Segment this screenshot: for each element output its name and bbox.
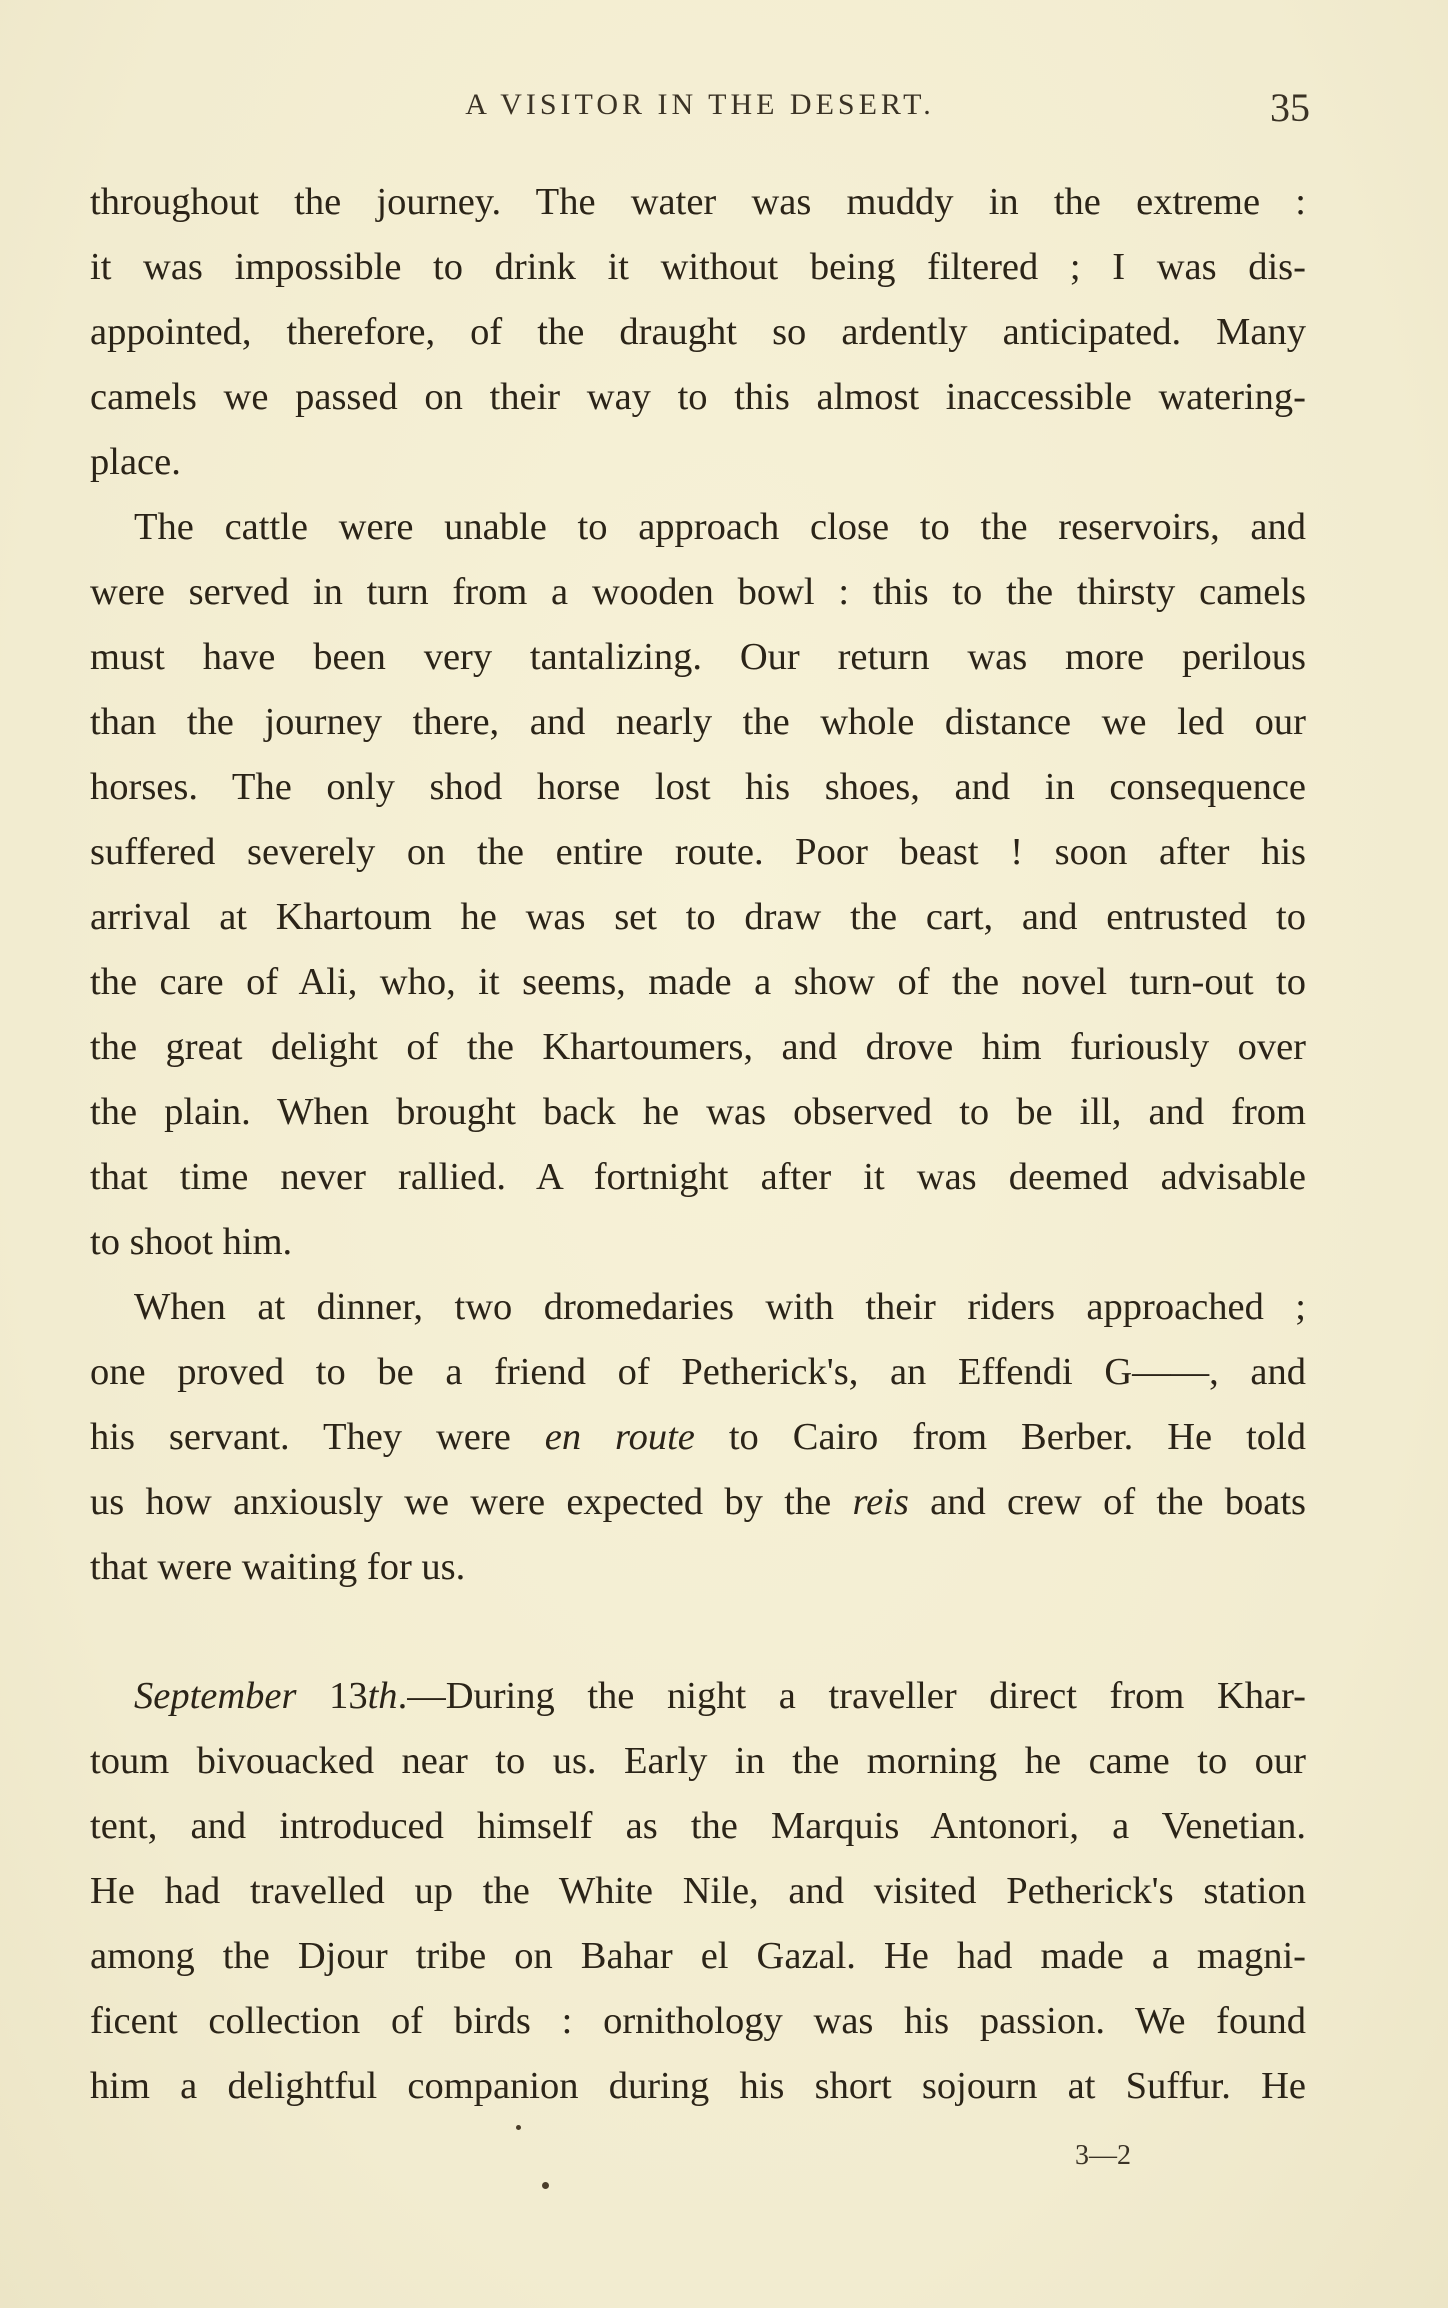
text-line: were served in turn from a wooden bowl : this to the thirsty camels xyxy=(90,571,1306,613)
text-line: than the journey there, and nearly the whole distance we led our xyxy=(90,701,1306,743)
text-line: the great delight of the Khartoumers, and drove him furiously over xyxy=(90,1026,1306,1068)
paragraph xyxy=(90,495,1306,1275)
running-head xyxy=(90,85,1310,130)
text-line: The cattle were unable to approach close to the reservoirs, and xyxy=(134,506,1306,548)
text-line: suffered severely on the entire route. Poor beast ! soon after his xyxy=(90,831,1306,873)
text-line: throughout the journey. The water was muddy in the extreme : xyxy=(90,181,1306,223)
text-line: camels we passed on their way to this almost inaccessible watering- xyxy=(90,376,1306,418)
paragraph xyxy=(90,170,1306,495)
text-line: it was impossible to drink it without being filtered ; I was dis- xyxy=(90,246,1306,288)
text-line: place. xyxy=(90,441,181,483)
text-line: He had travelled up the White Nile, and visited Petherick's station xyxy=(90,1870,1306,1912)
ink-speck xyxy=(516,2125,521,2130)
text-line: arrival at Khartoum he was set to draw the cart, and entrusted to xyxy=(90,896,1306,938)
paragraph xyxy=(90,1664,1306,2119)
text-line: horses. The only shod horse lost his shoes, and in consequence xyxy=(90,766,1306,808)
text-line: appointed, therefore, of the draught so ardently anticipated. Many xyxy=(90,311,1306,353)
text-line: that time never rallied. A fortnight after it was deemed advisable xyxy=(90,1156,1306,1198)
ink-speck xyxy=(542,2182,549,2189)
paragraph xyxy=(90,1275,1306,1600)
text-line: among the Djour tribe on Bahar el Gazal. He had made a magni- xyxy=(90,1935,1306,1977)
running-title: A VISITOR IN THE DESERT. xyxy=(465,88,935,121)
text-line: the care of Ali, who, it seems, made a show of the novel turn-out to xyxy=(90,961,1306,1003)
text-line: that were waiting for us. xyxy=(90,1546,466,1588)
text-line: the plain. When brought back he was observed to be ill, and from xyxy=(90,1091,1306,1133)
text-line: him a delightful companion during his short sojourn at Suffur. He xyxy=(90,2065,1306,2107)
text-line: tent, and introduced himself as the Marquis Antonori, a Venetian. xyxy=(90,1805,1306,1847)
text-line: to shoot him. xyxy=(90,1221,293,1263)
text-line: When at dinner, two dromedaries with their riders approached ; xyxy=(134,1286,1306,1328)
section-gap xyxy=(90,1600,1306,1664)
text-line: us how anxiously we were expected by the reis and crew of the boats xyxy=(90,1481,1306,1523)
body-text xyxy=(90,170,1306,2119)
text-line: must have been very tantalizing. Our return was more perilous xyxy=(90,636,1306,678)
text-line: September 13th.—During the night a traveller direct from Khar- xyxy=(134,1675,1306,1717)
text-line: toum bivouacked near to us. Early in the morning he came to our xyxy=(90,1740,1306,1782)
text-line: his servant. They were en route to Cairo from Berber. He told xyxy=(90,1416,1306,1458)
page-number: 35 xyxy=(1270,85,1310,130)
text-line: ficent collection of birds : ornithology was his passion. We found xyxy=(90,2000,1306,2042)
signature-mark: 3—2 xyxy=(1075,2140,1131,2171)
text-line: one proved to be a friend of Petherick's, an Effendi G——, and xyxy=(90,1351,1306,1393)
